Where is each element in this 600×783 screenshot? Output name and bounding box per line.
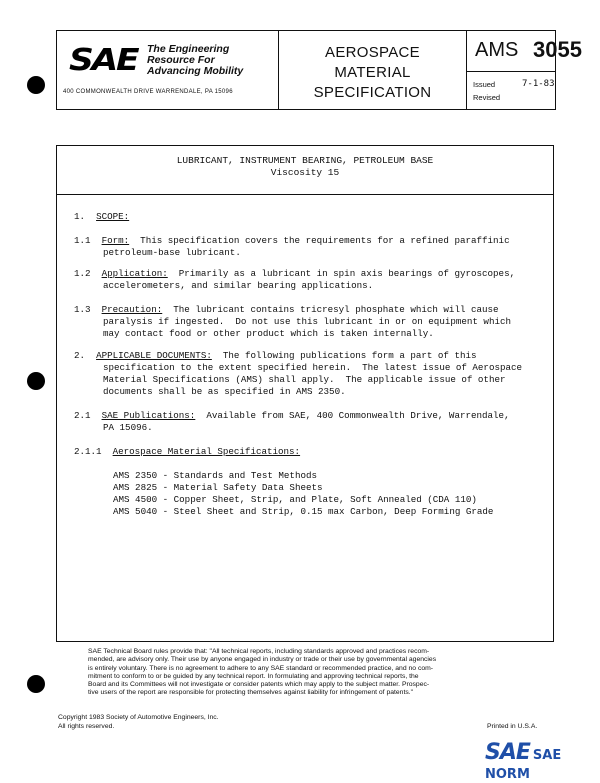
printed-in: Printed in U.S.A. <box>487 723 538 730</box>
copyright: Copyright 1983 Society of Automotive Engineers, Inc. <box>58 714 219 721</box>
ams-label: AMS <box>475 39 519 61</box>
section-2-cont1: specification to the extent specified herein. The latest issue of Aerospace <box>103 362 523 373</box>
reference-item: AMS 2350 - Standards and Test Methods <box>113 470 317 481</box>
watermark-text: SAE NORM <box>485 748 562 782</box>
section-1-3-cont1: paralysis if ingested. Do not use this lubricant in or on equipment which <box>103 316 511 327</box>
reference-item: AMS 5040 - Steel Sheet and Strip, 0.15 max Carbon, Deep Forming Grade <box>113 506 494 517</box>
watermark-logo: SAE <box>485 740 530 765</box>
title-row <box>57 146 553 195</box>
section-2-1: 2.1 SAE Publications: Available from SAE, 400 Commonwealth Drive, Warrendale, <box>74 410 510 421</box>
binder-hole-middle <box>27 372 45 390</box>
tagline: The Engineering Resource For Advancing Mobility <box>147 43 244 77</box>
section-2-1-1: 2.1.1 Aerospace Material Specifications: <box>74 446 301 457</box>
section-1-3: 1.3 Precaution: The lubricant contains tricresyl phosphate which will cause <box>74 304 499 315</box>
document-title: LUBRICANT, INSTRUMENT BEARING, PETROLEUM BASE <box>176 155 434 166</box>
issued-label: Issued <box>473 80 496 89</box>
section-1: 1. SCOPE: <box>74 211 130 222</box>
document-body <box>56 145 554 642</box>
section-1-3-cont2: may contact food or other product which is taken internally. <box>103 328 434 339</box>
section-1-1: 1.1 Form: This specification covers the requirements for a refined paraffinic <box>74 235 510 246</box>
section-2-1-cont: PA 15096. <box>103 422 153 433</box>
binder-hole-bottom <box>27 675 45 693</box>
reference-item: AMS 4500 - Copper Sheet, Strip, and Plate, Soft Annealed (CDA 110) <box>113 494 477 505</box>
reference-item: AMS 2825 - Material Safety Data Sheets <box>113 482 323 493</box>
section-heading: SCOPE: <box>96 211 130 222</box>
revised-label: Revised <box>473 93 501 102</box>
binder-hole-top <box>27 76 45 94</box>
spec-type-title: AEROSPACE MATERIAL SPECIFICATION <box>313 44 432 101</box>
section-2-cont3: documents shall be as specified in AMS 2350. <box>103 386 346 397</box>
document-subtitle: Viscosity 15 <box>270 167 340 178</box>
sae-logo: SAE <box>69 43 138 78</box>
section-1-1-cont: petroleum-base lubricant. <box>103 247 241 258</box>
sae-board-disclaimer: SAE Technical Board rules provide that: "All technical reports, including standards approved and practices recom- mended, are advisory only. Their use by anyone engaged in industry or trade or their use by governmental agencies is entirely voluntary. There is no agreement to adhere to any SAE standard or recommended practice, and no com- mitment to conform to or be guided by any technical report. In formulating and approving technical reports, the Board and its Committees will not investigate or consider patents which may apply to the subject matter. Prospec- tive users of the report are responsible for protecting themselves against liability for infringement of patents." <box>88 648 437 697</box>
document-header <box>56 30 582 110</box>
rights-reserved: All rights reserved. <box>58 723 115 730</box>
section-1-2: 1.2 Application: Primarily as a lubricant in spin axis bearings of gyroscopes, <box>74 268 516 279</box>
section-1-2-cont: accelerometers, and similar bearing applications. <box>103 280 374 291</box>
ams-number-box <box>467 31 582 72</box>
ams-cell <box>467 31 582 109</box>
sae-norm-watermark <box>485 740 600 783</box>
spec-type-cell <box>279 31 467 109</box>
issued-date: 7-1-83 <box>522 79 555 89</box>
ams-number: 3055 <box>533 37 582 62</box>
logo-cell <box>57 31 279 109</box>
section-2-cont2: Material Specifications (AMS) shall apply. The applicable issue of other <box>103 374 506 385</box>
address: 400 COMMONWEALTH DRIVE WARRENDALE, PA 15096 <box>63 89 233 95</box>
section-2: 2. APPLICABLE DOCUMENTS: The following publications form a part of this <box>74 350 477 361</box>
